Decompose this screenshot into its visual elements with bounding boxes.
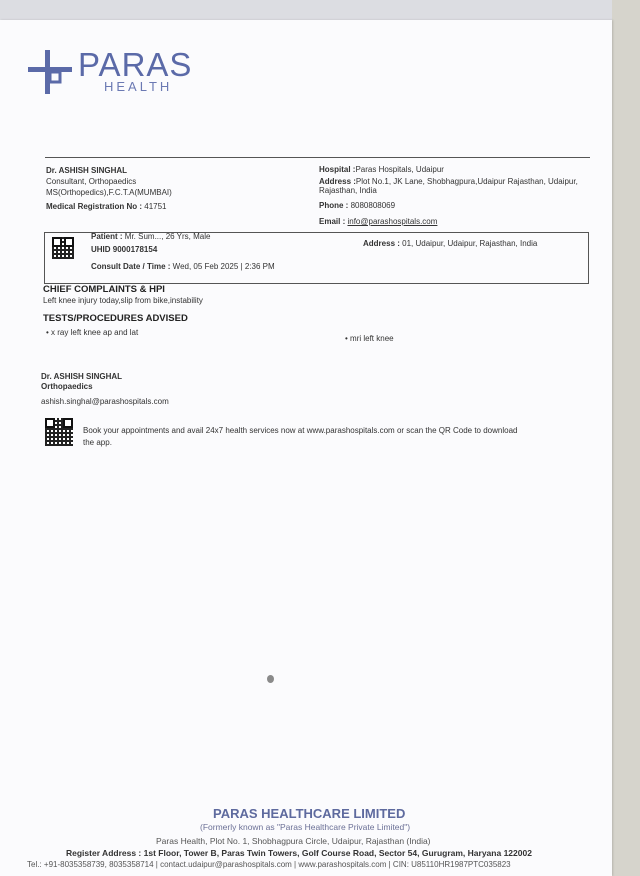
footer-contact: Tel.: +91-8035358739, 8035358714 | contact.udaipur@parashospitals.com | www.parashospitals.com | CIN: U85110HR1987PTC035823 <box>27 860 511 869</box>
footer-register-address: 1st Floor, Tower B, Paras Twin Towers, Golf Course Road, Sector 54, Gurugram, Haryana 122002 <box>143 848 532 858</box>
patient-value: Mr. Sum..., 26 Yrs, Male <box>124 232 211 241</box>
reg-number: 41751 <box>144 202 167 211</box>
footer-company: PARAS HEALTHCARE LIMITED <box>213 806 406 821</box>
hospital-label: Hospital : <box>319 165 356 174</box>
patient-address-label: Address : <box>363 239 400 248</box>
hospital-phone <box>319 201 395 210</box>
consult-date <box>91 262 275 271</box>
hospital-email <box>319 217 437 226</box>
patient-line <box>91 232 210 241</box>
promo-line1: Book your appointments and avail 24x7 health services now at www.parashospitals.com or scan the QR Code to download <box>83 426 518 435</box>
footer-register-label: Register Address : <box>66 848 142 858</box>
paper-speck <box>267 675 274 683</box>
footer-address: Paras Health, Plot No. 1, Shobhagpura Circle, Udaipur, Rajasthan (India) <box>156 836 431 846</box>
signature-email: ashish.singhal@parashospitals.com <box>41 397 169 406</box>
hospital-name <box>319 165 444 174</box>
test-item-label: mri left knee <box>350 334 394 343</box>
patient-qr-code-icon <box>52 237 74 259</box>
logo-subtitle: HEALTH <box>104 79 173 94</box>
doctor-name: Dr. ASHISH SINGHAL <box>46 166 128 175</box>
hospital-address-line1: Plot No.1, JK Lane, Shobhagpura,Udaipur Rajasthan, Udaipur, <box>355 177 578 186</box>
email-label: Email : <box>319 217 346 226</box>
signature-dept: Orthopaedics <box>41 382 93 391</box>
paper-edge <box>612 0 640 876</box>
test-item: • mri left knee <box>345 334 394 343</box>
test-item: • x ray left knee ap and lat <box>46 328 139 337</box>
tests-heading: TESTS/PROCEDURES ADVISED <box>43 313 188 324</box>
patient-label: Patient : <box>91 232 123 241</box>
hospital-address-line2: Rajasthan, India <box>319 186 377 195</box>
phone-label: Phone : <box>319 201 349 210</box>
footer-register <box>66 848 532 858</box>
patient-uhid: UHID 9000178154 <box>91 245 158 254</box>
hospital-value: Paras Hospitals, Udaipur <box>355 165 444 174</box>
promo-line2: the app. <box>83 438 112 447</box>
patient-address <box>363 239 537 248</box>
paras-cross-icon <box>28 50 72 94</box>
logo-wordmark: PARAS <box>78 46 193 83</box>
email-link[interactable]: info@parashospitals.com <box>347 217 438 226</box>
test-item-label: x ray left knee ap and lat <box>51 328 139 337</box>
patient-address-value: 01, Udaipur, Udaipur, Rajasthan, India <box>402 239 538 248</box>
complaints-text: Left knee injury today,slip from bike,instability <box>43 296 203 305</box>
consult-value: Wed, 05 Feb 2025 | 2:36 PM <box>172 262 275 271</box>
app-qr-code-icon <box>45 418 73 446</box>
footer-formerly: (Formerly known as "Paras Healthcare Private Limited") <box>200 822 411 832</box>
reg-label: Medical Registration No : <box>46 202 143 211</box>
medical-registration <box>46 202 167 211</box>
signature-name: Dr. ASHISH SINGHAL <box>41 372 123 381</box>
complaints-heading: CHIEF COMPLAINTS & HPI <box>43 284 165 295</box>
header-divider <box>45 157 590 158</box>
hospital-address-label: Address : <box>319 177 356 186</box>
phone-value: 8080808069 <box>350 201 396 210</box>
prescription-page <box>0 20 612 876</box>
doctor-qualification: MS(Orthopedics),F.C.T.A(MUMBAI) <box>46 188 172 197</box>
hospital-address <box>319 177 594 186</box>
doctor-title: Consultant, Orthopaedics <box>46 177 137 186</box>
consult-label: Consult Date / Time : <box>91 262 171 271</box>
